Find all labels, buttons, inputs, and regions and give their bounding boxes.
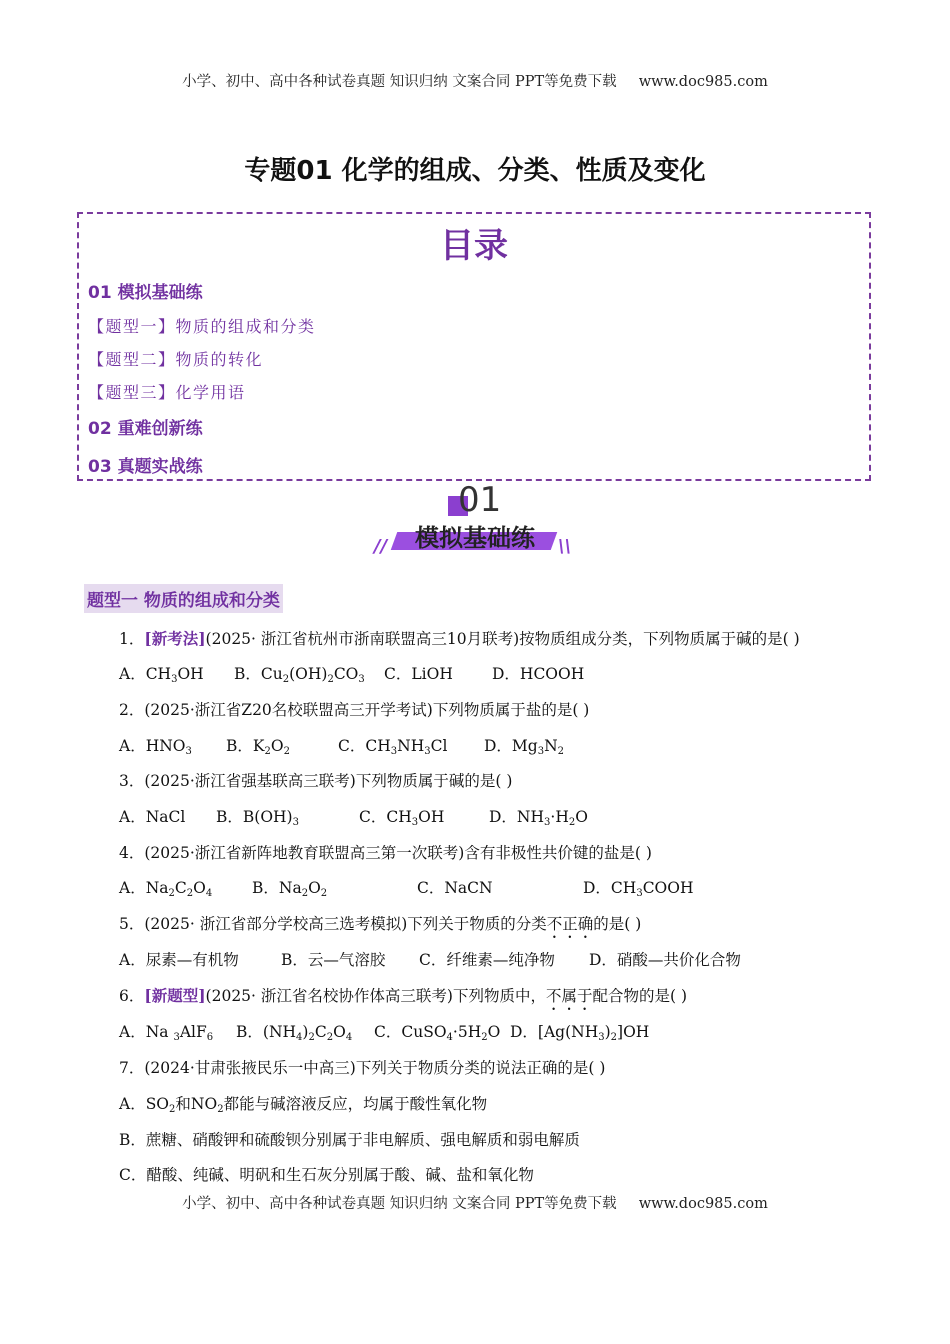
option-d: D．$CH_3COOH$ bbox=[583, 879, 694, 899]
question-emphasis: 不属于 bbox=[545, 987, 593, 1005]
question-2-stem bbox=[119, 698, 589, 720]
option-b: B．$B(OH)_3$ bbox=[216, 808, 299, 828]
page-header bbox=[0, 70, 950, 91]
question-tag: [新考法] bbox=[144, 629, 206, 648]
question-tag: [新题型] bbox=[144, 986, 206, 1005]
question-5-options bbox=[119, 948, 879, 968]
question-7-option-c: C．醋酸、纯碱、明矾和生石灰分别属于酸、碱、盐和氧化物 bbox=[119, 1166, 534, 1184]
question-text-end: 的是( ) bbox=[593, 915, 642, 933]
toc-item-moni[interactable]: 01 模拟基础练 bbox=[88, 283, 203, 303]
toc-heading: 目录 bbox=[440, 226, 508, 266]
option-a: A．$Na_2C_2O_4$ bbox=[119, 879, 213, 899]
banner-number: 01 bbox=[458, 480, 502, 520]
option-a: A．$HNO_3$ bbox=[119, 737, 192, 757]
option-c: C．$CH_3NH_3Cl$ bbox=[338, 737, 448, 757]
question-7-stem bbox=[119, 1056, 605, 1078]
question-text-end: 配合物的是( ) bbox=[592, 987, 687, 1005]
question-1-stem bbox=[119, 627, 800, 649]
question-emphasis: 不正确 bbox=[546, 915, 594, 933]
option-a: A．尿素—有机物 bbox=[119, 951, 239, 969]
option-a: A．$CH_3OH$ bbox=[119, 665, 204, 685]
section-banner bbox=[370, 480, 580, 560]
option-a: A．Na $_3$AlF$_6$ bbox=[119, 1023, 214, 1043]
toc-item-zhenti[interactable]: 03 真题实战练 bbox=[88, 457, 203, 477]
page-title: 专题01 化学的组成、分类、性质及变化 bbox=[244, 156, 706, 186]
option-a: A．NaCl bbox=[119, 808, 186, 826]
question-5-stem bbox=[119, 912, 641, 942]
banner-label: 模拟基础练 bbox=[415, 524, 535, 552]
option-b: B．云—气溶胶 bbox=[281, 951, 386, 969]
option-b: B．$Cu_2(OH)_2CO_3$ bbox=[234, 665, 365, 685]
table-of-contents bbox=[77, 212, 871, 481]
question-4-stem bbox=[119, 841, 652, 863]
toc-item-type3[interactable]: 【题型三】化学用语 bbox=[88, 383, 246, 402]
question-number: 3． bbox=[119, 772, 145, 790]
question-number: 1． bbox=[119, 630, 145, 648]
option-d: D．HCOOH bbox=[492, 665, 585, 683]
question-number: 2． bbox=[119, 701, 145, 719]
option-c: C．LiOH bbox=[384, 665, 453, 683]
question-7-option-b: B．蔗糖、硝酸钾和硫酸钡分别属于非电解质、强电解质和弱电解质 bbox=[119, 1131, 580, 1149]
option-d: D．$NH_3\cdot H_2O$ bbox=[489, 808, 588, 828]
question-text: (2025· 浙江省杭州市浙南联盟高三10月联考)按物质组成分类，下列物质属于碱的是( ) bbox=[205, 630, 800, 648]
section-title: 题型一 物质的组成和分类 bbox=[84, 584, 283, 613]
toc-item-zhongnan[interactable]: 02 重难创新练 bbox=[88, 419, 203, 439]
question-3-options bbox=[119, 805, 879, 828]
question-number: 5． bbox=[119, 915, 145, 933]
question-text: (2025·浙江省强基联高三联考)下列物质属于碱的是( ) bbox=[144, 772, 513, 790]
option-d: D．$[Ag(NH_3)_2]OH$ bbox=[510, 1023, 650, 1043]
question-number: 6． bbox=[119, 987, 145, 1005]
option-d: D．$Mg_3N_2$ bbox=[484, 737, 565, 757]
question-7-option-a: A．$SO_2$和$NO_2$都能与碱溶液反应，均属于酸性氧化物 bbox=[119, 1095, 488, 1115]
question-number: 4． bbox=[119, 844, 145, 862]
page-footer bbox=[0, 1192, 950, 1213]
option-b: B．$Na_2O_2$ bbox=[252, 879, 328, 899]
question-6-stem bbox=[119, 984, 687, 1014]
option-b: B．$(NH_4)_2C_2O_4$ bbox=[236, 1023, 353, 1043]
option-c: C．$CH_3OH$ bbox=[359, 808, 445, 828]
question-text: (2024·甘肃张掖民乐一中高三)下列关于物质分类的说法正确的是( ) bbox=[144, 1059, 606, 1077]
question-number: 7． bbox=[119, 1059, 145, 1077]
option-d: D．硝酸—共价化合物 bbox=[589, 951, 741, 969]
toc-item-type1[interactable]: 【题型一】物质的组成和分类 bbox=[88, 317, 316, 336]
option-c: C．$CuSO_4\cdot 5H_2O$ bbox=[374, 1023, 501, 1043]
banner-left-slash-icon: // bbox=[374, 536, 388, 557]
toc-item-type2[interactable]: 【题型二】物质的转化 bbox=[88, 350, 264, 369]
question-text: (2025· 浙江省名校协作体高三联考)下列物质中， bbox=[205, 987, 546, 1005]
footer-url[interactable]: www.doc985.com bbox=[638, 1196, 768, 1212]
question-2-options bbox=[119, 734, 879, 757]
question-1-options bbox=[119, 662, 879, 685]
question-text: (2025·浙江省Z20名校联盟高三开学考试)下列物质属于盐的是( ) bbox=[144, 701, 590, 719]
banner-right-slash-icon: \\ bbox=[558, 536, 572, 557]
question-3-stem bbox=[119, 769, 512, 791]
question-text: (2025· 浙江省部分学校高三选考模拟)下列关于物质的分类 bbox=[144, 915, 547, 933]
footer-text: 小学、初中、高中各种试卷真题 知识归纳 文案合同 PPT等免费下载 bbox=[182, 1196, 617, 1212]
question-text: (2025·浙江省新阵地教育联盟高三第一次联考)含有非极性共价键的盐是( ) bbox=[144, 844, 652, 862]
question-4-options bbox=[119, 876, 879, 899]
question-6-options bbox=[119, 1020, 879, 1043]
option-c: C．纤维素—纯净物 bbox=[419, 951, 555, 969]
option-b: B．$K_2O_2$ bbox=[226, 737, 290, 757]
option-c: C．NaCN bbox=[417, 879, 493, 897]
header-text: 小学、初中、高中各种试卷真题 知识归纳 文案合同 PPT等免费下载 bbox=[182, 74, 617, 90]
header-url[interactable]: www.doc985.com bbox=[638, 74, 768, 90]
